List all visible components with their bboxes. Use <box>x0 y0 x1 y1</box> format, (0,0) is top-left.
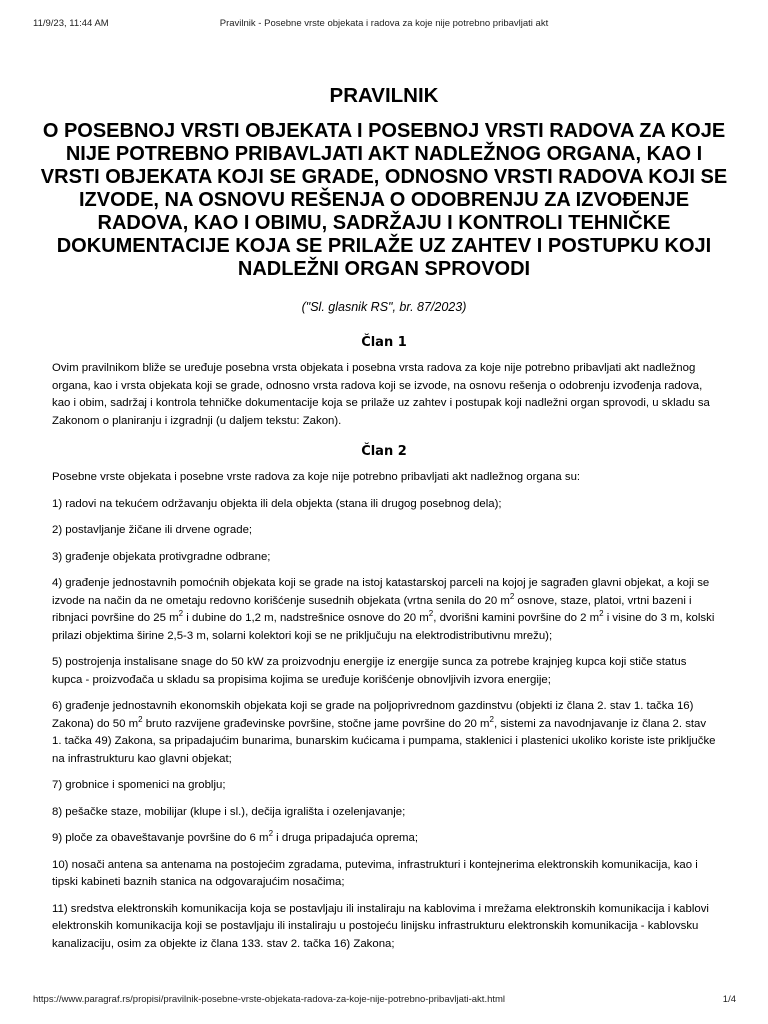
item-6-text-b: bruto razvijene građevinske površine, stočne jame površine do 20 m <box>142 717 490 730</box>
document-source: ("Sl. glasnik RS", br. 87/2023) <box>301 300 467 314</box>
document-title: PRAVILNIK <box>329 84 439 107</box>
print-url: https://www.paragraf.rs/propisi/pravilnik-posebne-vrste-objekata-radova-za-koje-nije-potrebno-pribavljati-akt.html <box>33 994 506 1005</box>
article-2-item-6 <box>52 698 716 768</box>
item-4-sup-1: 2 <box>509 591 515 601</box>
item-9-text-b: i druga pripadajuća oprema; <box>273 832 419 844</box>
article-2-item-2: 2) postavljanje žičane ili drvene ograde; <box>52 524 253 536</box>
document-subtitle: O POSEBNOJ VRSTI OBJEKATA I POSEBNOJ VRSTI RADOVA ZA KOJE NIJE POTREBNO PRIBAVLJATI AKT NADLEŽNOG ORGANA, KAO I VRSTI OBJEKATA KOJI SE GRADE, ODNOSNO VRSTI RADOVA KOJI SE IZVODE, NA OSNOVU REŠENJA O ODOBRENJU ZA IZVOĐENJE RADOVA, KAO I OBIMU, SADRŽAJU I KONTROLI TEHNIČKE DOKUMENTACIJE KOJA SE PRILAŽE UZ ZAHTEV I POSTUPKU KOJI NADLEŽNI ORGAN SPROVODI <box>40 120 728 280</box>
item-6-sup-2: 2 <box>489 714 494 724</box>
article-2-heading: Član 2 <box>361 444 407 459</box>
item-4-sup-2: 2 <box>178 609 184 619</box>
article-1-heading: Član 1 <box>361 335 407 350</box>
article-2-item-1: 1) radovi na tekućem održavanju objekta ili dela objekta (stana ili drugog posebnog dela); <box>52 497 502 510</box>
item-6-text-a: 6) građenje jednostavnih ekonomskih objekata koji se grade na poljoprivrednom gazdinstvu (objekti iz člana 2. stav 1. tačka 16) Zakona) do 50 m <box>52 700 694 730</box>
article-2-item-10: 10) nosači antena sa antenama na postojećim zgradama, putevima, infrastrukturi i kontejnerima elektronskih komunikacija, kao i tipski kabineti baznih stanica na odgovarajućim nosačima; <box>52 858 698 888</box>
article-2-item-4 <box>52 575 716 645</box>
article-2-item-9 <box>52 830 716 848</box>
item-4-text-c: i dubine do 1,2 m, nadstrešnice osnove do 20 m <box>183 612 429 624</box>
item-4-sup-3: 2 <box>428 609 434 619</box>
article-2-item-7: 7) grobnice i spomenici na groblju; <box>52 779 226 791</box>
print-header <box>0 18 768 32</box>
article-2-item-5: 5) postrojenja instalisane snage do 50 kW za proizvodnju energije iz energije sunca za potrebe krajnjeg kupca koji stiče status kupca - proizvođača u skladu sa propisima kojima se uređuje korišćenje obnovljivih izvora energije; <box>52 656 687 686</box>
document-body <box>40 84 728 962</box>
item-4-text-d: , dvorišni kamini površine do 2 m <box>433 612 600 624</box>
item-4-text-b: osnove, staze, platoi, vrtni bazeni i ribnjaci površine do 25 m <box>52 594 692 624</box>
article-1-text: Ovim pravilnikom bliže se uređuje posebna vrsta objekata i posebna vrsta radova za koje nije potrebno pribavljati akt nadležnog organa, kao i vrsta objekata koji se grade, odnosno vrsta radova koji se izvode, na osnovu rešenja o odobrenju izvođenja radova, kao i obim, sadržaj i kontrola tehničke dokumentacije koja se prilaže uz zahtev i postupak koji nadležni organ sprovodi, u skladu sa Zakonom o planiranju i izgradnji (u daljem tekstu: Zakon). <box>52 362 710 427</box>
item-6-text-c: , sistemi za navodnjavanje iz člana 2. stav 1. tačka 49) Zakona, sa pripadajućim bunarima, bunarskim kućicama i pumpama, staklenici i plastenici ukoliko koriste iste priključke na infrastrukturu kao glavni objekat; <box>52 717 716 765</box>
print-page-number: 1/4 <box>722 994 736 1005</box>
item-6-sup-1: 2 <box>138 714 143 724</box>
article-2-item-11: 11) sredstva elektronskih komunikacija koja se postavljaju ili instaliraju na kablovima i mrežama elektronskih komunikacija i kablovi elektronskih komunikacija koji se postavljaju ili instaliraju u postojeću linijsku infrastrukturu elektronskih komunikacija - kablovsku kanalizaciju, osim za objekte iz člana 133. stav 2. tačka 16) Zakona; <box>52 902 709 950</box>
print-footer <box>0 994 768 1008</box>
print-page-title: Pravilnik - Posebne vrste objekata i radova za koje nije potrebno pribavljati akt <box>219 18 549 29</box>
item-4-text-e: i visine do 3 m, kolski prilazi objektima širine 2,5-3 m, solarni kolektori koji se ne priključuju na elektrodistributivnu mrežu); <box>52 612 715 642</box>
article-2-intro: Posebne vrste objekata i posebne vrste radova za koje nije potrebno pribavljati akt nadležnog organa su: <box>52 471 581 483</box>
article-2-item-8: 8) pešačke staze, mobilijar (klupe i sl.), dečija igrališta i ozelenjavanje; <box>52 805 406 818</box>
item-9-sup-1: 2 <box>268 829 274 839</box>
item-4-text-a: 4) građenje jednostavnih pomoćnih objekata koji se grade na istoj katastarskoj parceli na kojoj je sagrađen glavni objekat, a koji se izvode na način da ne ometaju redovno korišćenje susednih objekata (vrtna senila do 20 m <box>52 577 710 607</box>
article-2-item-3: 3) građenje objekata protivgradne odbrane; <box>52 550 271 563</box>
item-4-sup-4: 2 <box>599 609 604 619</box>
print-timestamp: 11/9/23, 11:44 AM <box>33 18 109 29</box>
item-9-text-a: 9) ploče za obaveštavanje površine do 6 m <box>52 832 269 844</box>
